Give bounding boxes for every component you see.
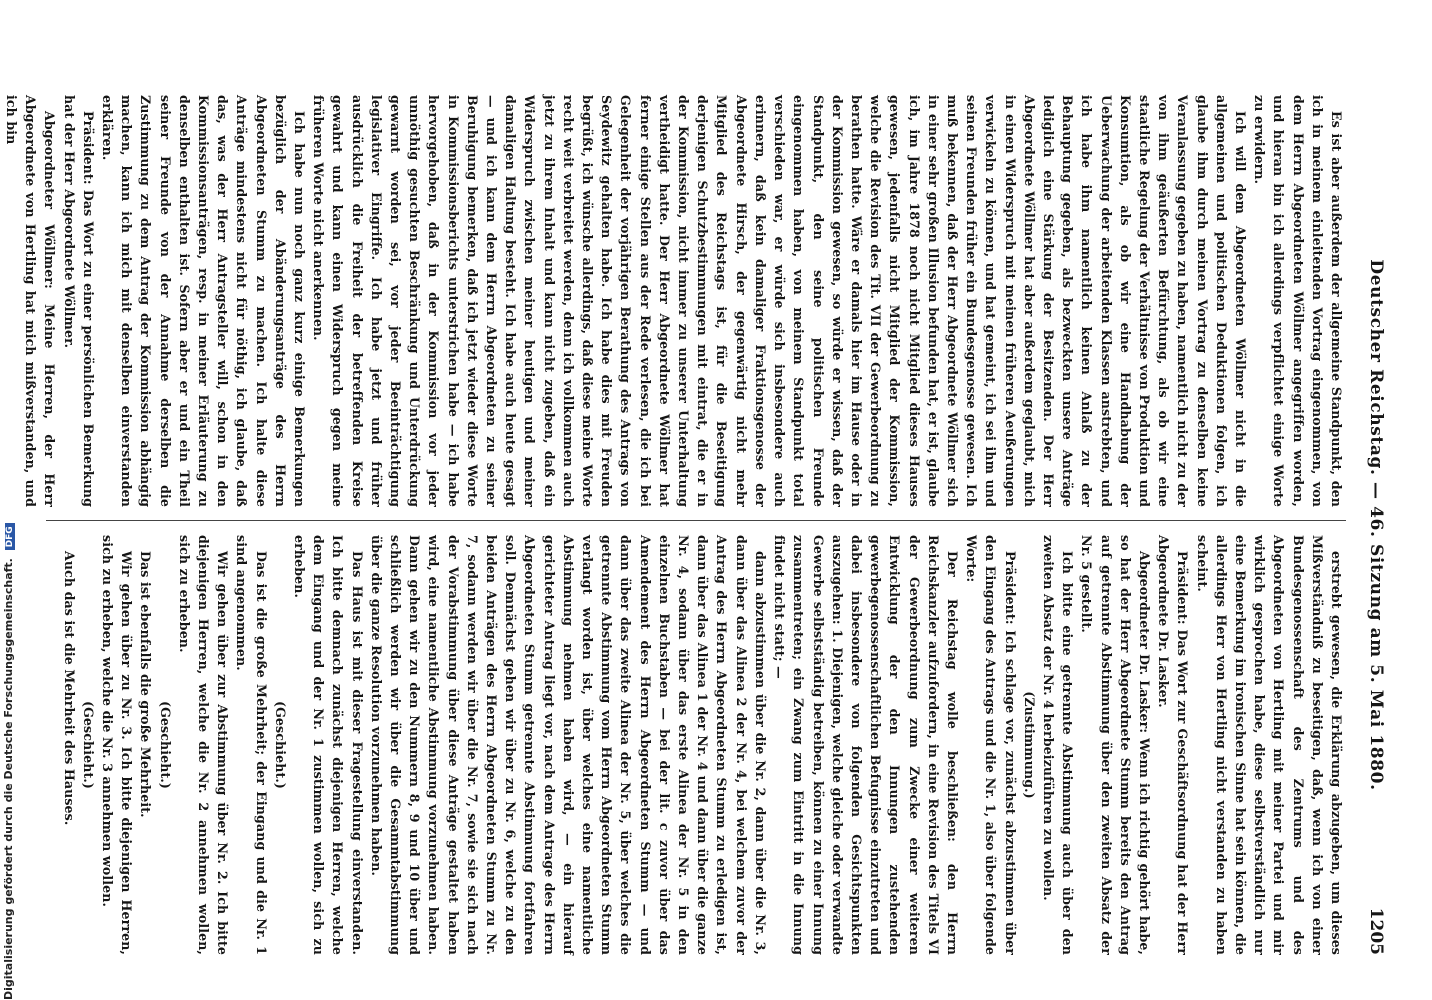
dfg-logo: DFG: [5, 523, 15, 550]
paragraph: Wir gehen über zur Abstimmung über Nr. 2. Ich bitte diejenigen Herren, welche die Nr. 2 annehmen wollen, sich zu erheben.: [176, 535, 231, 955]
column-left: [3, 95, 1346, 507]
paragraph: Präsident: Das Wort zu einer persönlichen Bemerkung hat der Herr Abgeordnete Wöllmer.: [61, 95, 96, 507]
paragraph: Das Haus ist mit dieser Fragestellung einverstanden. Ich bitte demnach zunächst diejenigen Herren, welche dem Eingang und der Nr. 1 zustimmen wollen, sich zu erheben.: [292, 535, 365, 955]
paragraph: Das ist die große Mehrheit; der Eingang und die Nr. 1 sind angenommen.: [234, 535, 269, 955]
running-head-text: Deutscher Reichstag. — 46. Sitzung am 5. Mai 1880.: [1366, 259, 1386, 791]
paragraph: (Geschieht.): [272, 701, 288, 789]
paragraph: Ich bitte eine getrennte Abstimmung auch über den zweiten Absatz der Nr. 4 herbeizuführen zu wollen.: [1040, 535, 1076, 955]
paragraph: Wir gehen über zu Nr. 3. Ich bitte diejenigen Herren, sich zu erheben, welche die Nr. 3 annehmen wollen.: [100, 535, 135, 955]
paragraph: Ich will dem Abgeordneten Wöllmer nicht in die allgemeinen und politischen Deduktionen folgen, ich glaube ihm durch meinen Vortrag zu denselben keine Veranlassung gegeben zu haben, namentlich nicht zu der von ihm geäußerten Befürchtung, als ob wir eine staatliche Regelung der Verhältnisse von Produktion und Konsumtion, als ob wir eine Handhabung der Ueberwachung der arbeitenden Klassen anstrebten, und ich habe ihm namentlich keinen Anlaß zu der Behauptung gegeben, als bezweckten unsere Anträge lediglich eine Stärkung der Besitzenden. Der Herr Abgeordnete Wöllmer hat aber außerdem geglaubt, mich in einen Widerspruch mit meinen früheren Aeußerungen verwickeln zu können, und hat gemeint, ich sei ihm und seinen Freunden früher ein Bundesgenosse gewesen. Ich muß bekennen, daß der Herr Abgeordnete Wöllmer sich in einer sehr großen Illusion befunden hat, er ist, glaube ich, im Jahre 1878 noch nicht Mitglied dieses Hauses gewesen, jedenfalls nicht Mitglied der Kommission, welche die Revision des Tit. VII der Gewerbeordnung zu berathen hatte. Wäre er damals hier im Hause oder in der Kommission gewesen, so würde er wissen, daß der Standpunkt, den seine politischen Freunde eingenommen haben, von meinem Standpunkt total verschieden war, er würde sich insbesondere auch erinnern, daß kein damaliger Fraktionsgenosse der Abgeordnete Hirsch, der gegenwärtig nicht mehr Mitglied des Reichstags ist, für die Beseitigung derjenigen Schutzbestimmungen mit eintrat, die er in der Kommission, nicht immer zu unserer Unterhaltung vertheidigt hatte. Der Herr Abgeordnete Wöllmer hat ferner einige Stellen aus der Rede verlesen, die ich bei Gelegenheit der vorjährigen Berathung des Antrags von Seydewitz gehalten habe. Ich habe dies mit Freuden begrüßt, ich wünsche allerdings, daß diese meine Worte recht weit verbreitet werden, denn ich vollkommen auch jetzt zu ihrem Inhalt und kann nicht zugeben, daß ein Widerspruch zwischen meiner heutigen und meiner damaligen Haltung besteht. Ich habe auch heute gesagt — und ich kann dem Herrn Abgeordneten zu seiner Beruhigung bemerken, daß ich jetzt wieder diese Worte in Kommissionsberichts unterstrichen habe — ich habe hervorgehoben, daß in der Kommission vor jeder unnöthig gesuchten Beschränkung und Unterdrückung gewarnt worden sei, vor jeder Beeinträchtigung legislativer Eingriffe. Ich habe jetzt und früher ausdrücklich die Freiheit der betreffenden Kreise gewahrt und kann einen Widerspruch gegen meine früheren Worte nicht anerkennen.: [311, 95, 1248, 507]
paragraph: Abgeordneter Dr. Lasker: Wenn ich richtig gehört habe, so hat der Herr Abgeordnete Stumm bereits den Antrag auf getrennte Abstimmung über den zweiten Absatz der Nr. 5 gestellt.: [1079, 535, 1152, 955]
paragraph: Das ist ebenfalls die große Mehrheit.: [138, 551, 154, 818]
paragraph: Auch das ist die Mehrheit des Hauses.: [61, 551, 77, 826]
paragraph: erstrebt gewesen, die Erklärung abzugeben, um dieses Mißverständniß zu beseitigen, daß, wenn ich von einer Bundesgenossenschaft des Zentrums und des Abgeordneten von Hertling mit meiner Partei und mir wirklich gesprochen habe, diese selbstverständlich nur eine Bemerkung im ironischen Sinne hat sein können, die allerdings Herr von Hertling nicht verstanden zu haben scheint.: [1194, 535, 1344, 955]
digitization-note: Digitalisierung gefördert durch die Deutsche Forschungsgemeinschaft.: [2, 558, 15, 1000]
paragraph: (Geschieht.): [80, 701, 96, 789]
paragraph: Präsident: Ich schlage vor, zunächst abzustimmen über den Eingang des Antrags und die Nr. 1, also über folgende Worte:: [964, 535, 1018, 955]
paragraph: (Geschieht.): [157, 701, 173, 789]
column-divider: [46, 520, 1346, 521]
paragraph: Es ist aber außerdem der allgemeine Standpunkt, den ich in meinem einleitenden Vortrag eingenommen, von dem Herrn Abgeordneten Wöllmer angegriffen worden, und hieran bin ich allerdings verpflichtet einige Worte zu erwidern.: [1252, 95, 1344, 507]
paragraph: Ich habe nun noch ganz kurz einige Bemerkungen bezüglich der Abänderungsanträge des Herrn Abgeordneten Stumm zu machen. Ich halte diese Anträge mindestens nicht für nöthig, ich glaube, daß das, was der Herr Antragsteller will, schon in den Kommissionsanträgen, resp. in meiner Erläuterung zu denselben enthalten ist. Sofern aber er und ein Theil seiner Freunde von der Annahme derselben die Zustimmung zu dem Antrag der Kommission abhängig machen, kann ich mich mit denselben einverstanden erklären.: [100, 95, 308, 507]
digitization-footer: [2, 0, 16, 1000]
paragraph: Der Reichstag wolle beschließen: den Herrn Reichskanzler aufzufordern, in eine Revision des Titels VI der Gewerbeordnung zum Zwecke einer weiteren Entwicklung der den Innungen zustehenden gewerbegenossenschaftlichen Befugnisse einzutreten und dabei insbesondere von folgenden Gesichtspunkten auszugehen: 1. Diejenigen, welche gleiche oder verwandte Gewerbe selbstständig betreiben, können zu einer Innung zusammentreten; ein Zwang zum Eintritt in die Innung findet nicht statt; —: [772, 535, 960, 955]
page-number-text: 1205: [1366, 907, 1386, 955]
column-right: [36, 535, 1346, 955]
header-bar: [1356, 95, 1392, 955]
paragraph: Abgeordneter Wöllmer: Meine Herren, der Herr Abgeordnete von Hertling hat mich mißverstanden, und ich bin: [3, 95, 58, 507]
paragraph: Präsident: Das Wort zur Geschäftsordnung hat der Herr Abgeordnete Dr. Lasker.: [1156, 535, 1191, 955]
paragraph: (Zustimmung.): [1021, 691, 1037, 799]
paragraph: dann abzustimmen über die Nr. 2, dann über die Nr. 3, dann über das Alinea 2 der Nr. 4, bei welchem zuvor der Antrag des Herrn Abgeordneten Stumm zu erledigen ist, dann über das Alinea 1 der Nr. 4 und dann über die ganze Nr. 4, sodann über das erste Alinea der Nr. 5 in den einzelnen Buchstaben — bei der lit. c zuvor über das Amendement des Herrn Abgeordneten Stumm — und dann über das zweite Alinea der Nr. 5, über welches die getrennte Abstimmung vom Herrn Abgeordneten Stumm verlangt worden ist, über welches eine namentliche Abstimmung nehmen haben wird, — ein hierauf gerichteter Antrag liegt vor, nach dem Antrage des Herrn Abgeordneten Stumm getrennte Abstimmung fortfahren soll. Demnächst gehen wir über zu Nr. 6, welche zu den beiden Anträgen des Herrn Abgeordneten Stumm zu Nr. 7, sodann werden wir über die Nr. 7, sowie sie sich nach der Vorabstimmung über diese Anträge gestaltet haben wird, eine namentliche Abstimmung vorzunehmen haben. Dann gehen wir zu den Nummern 8, 9 und 10 über und schließlich werden wir über die Gesammtabstimmung über die ganze Resolution vorzunehmen haben.: [368, 535, 768, 955]
